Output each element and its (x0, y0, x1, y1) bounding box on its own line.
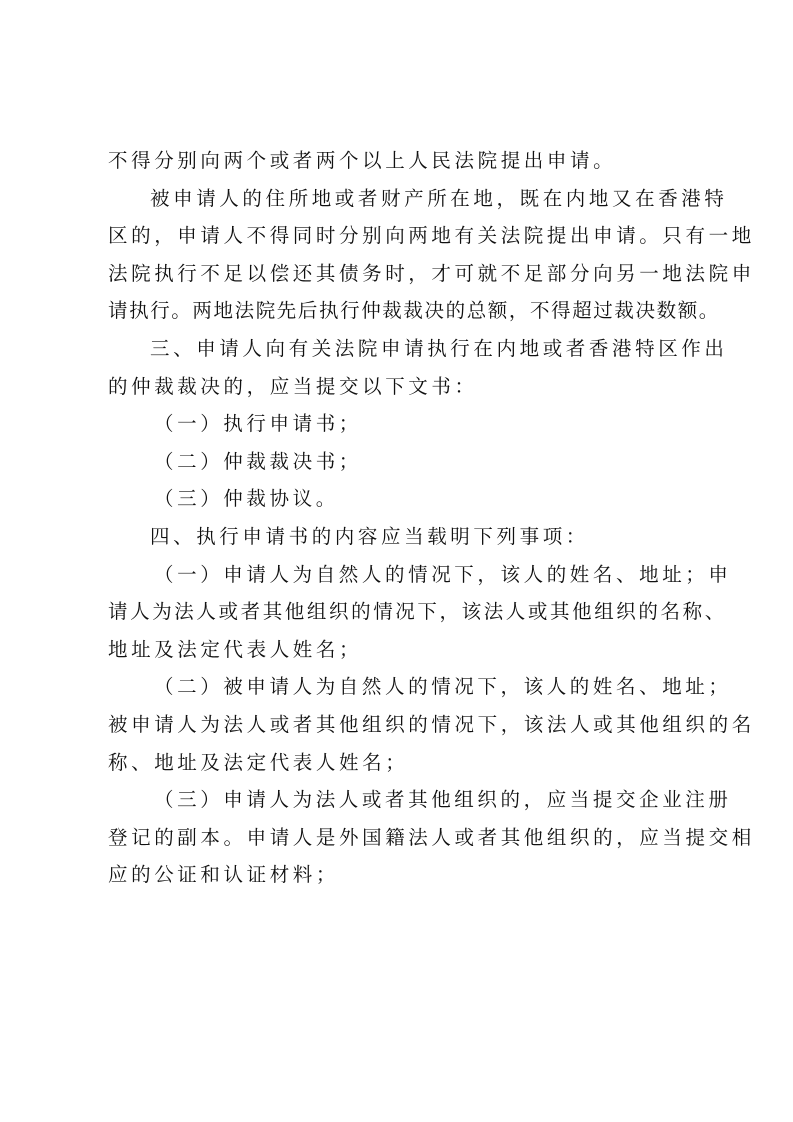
paragraph-line: 称、地址及法定代表人姓名； (108, 750, 409, 774)
list-item-line: （一）执行申请书； (154, 412, 362, 436)
paragraph-line: 应的公证和认证材料； (108, 863, 340, 887)
paragraph-line: 被申请人为法人或者其他组织的情况下，该法人或其他组织的名 (108, 712, 755, 736)
paragraph-line: 四、执行申请书的内容应当载明下列事项： (150, 524, 589, 548)
paragraph-line: 区的，申请人不得同时分别向两地有关法院提出申请。只有一地 (108, 224, 755, 248)
paragraph-line: 三、申请人向有关法院申请执行在内地或者香港特区作出 (150, 336, 728, 360)
paragraph-line: 的仲裁裁决的，应当提交以下文书： (108, 374, 478, 398)
paragraph-line: 被申请人的住所地或者财产所在地，既在内地又在香港特 (150, 186, 728, 210)
paragraph-line: 请人为法人或者其他组织的情况下，该法人或其他组织的名称、 (108, 600, 727, 624)
list-item-line: （一）申请人为自然人的情况下，该人的姓名、地址；申 (154, 562, 732, 586)
paragraph-line: 地址及法定代表人姓名； (108, 637, 363, 661)
paragraph-line: 不得分别向两个或者两个以上人民法院提出申请。 (108, 149, 617, 172)
paragraph-line: 法院执行不足以偿还其债务时，才可就不足部分向另一地法院申 (108, 261, 755, 285)
paragraph-line: 登记的副本。申请人是外国籍法人或者其他组织的，应当提交相 (108, 825, 755, 849)
list-item-line: （二）仲裁裁决书； (154, 449, 362, 473)
list-item-line: （三）申请人为法人或者其他组织的，应当提交企业注册 (154, 788, 732, 812)
paragraph-line: 请执行。两地法院先后执行仲裁裁决的总额，不得超过裁决数额。 (108, 299, 720, 323)
list-item-line: （二）被申请人为自然人的情况下，该人的姓名、地址； (154, 675, 732, 699)
list-item-line: （三）仲裁协议。 (154, 487, 339, 511)
